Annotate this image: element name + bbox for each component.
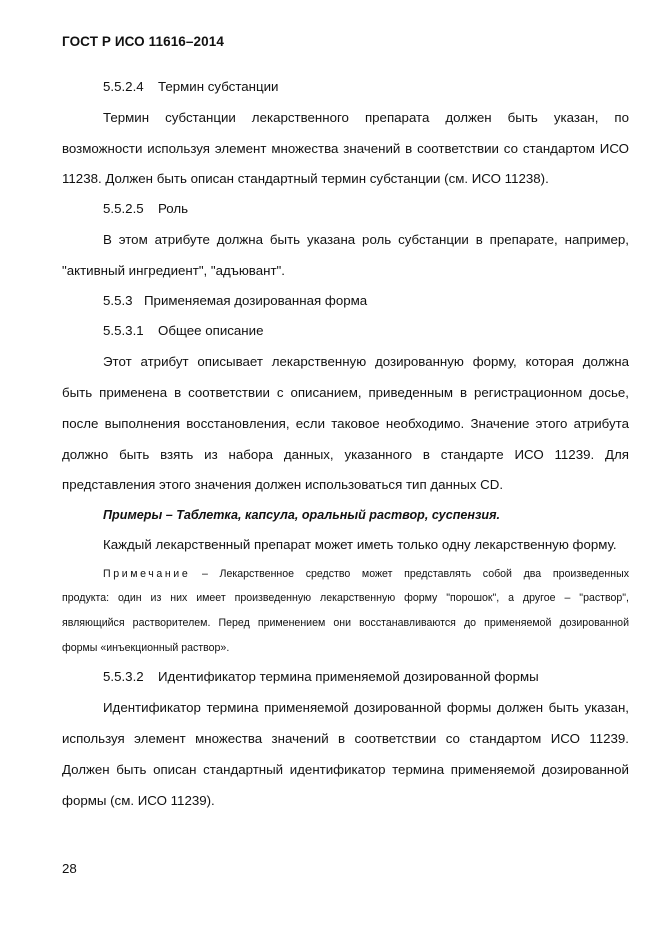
section-title: Термин субстанции: [158, 79, 279, 94]
paragraph-line: Этот атрибут описывает лекарственную дозированную форму, которая должна: [103, 354, 629, 369]
section-heading-5-5-3-1: [103, 323, 661, 338]
paragraph-line: 11238. Должен быть описан стандартный термин субстанции (см. ИСО 11238).: [62, 171, 549, 186]
paragraph-line: Должен быть описан стандартный идентификатор термина применяемой дозированной: [62, 762, 629, 777]
section-number: 5.5.2.5: [103, 201, 144, 216]
paragraph-line: должно быть взять из набора данных, указанного в стандарте ИСО 11239. Для: [62, 447, 629, 462]
paragraph-line: Каждый лекарственный препарат может иметь только одну лекарственную форму.: [103, 537, 617, 552]
section-number: 5.5.3.1: [103, 323, 144, 338]
document-header: ГОСТ Р ИСО 11616–2014: [62, 34, 224, 49]
section-heading-5-5-3-2: [103, 669, 661, 684]
note-line: являющийся растворителем. Перед применением они восстанавливаются до применяемой дозированной: [62, 617, 629, 629]
paragraph-line: после выполнения восстановления, если таковое необходимо. Значение этого атрибута: [62, 416, 629, 431]
section-heading-5-5-2-4: [103, 79, 661, 94]
paragraph-line: Термин субстанции лекарственного препарата должен быть указан, по: [103, 110, 629, 125]
note-line: формы «инъекционный раствор».: [62, 642, 230, 654]
paragraph-line: быть применена в соответствии с описанием, приведенным в регистрационном досье,: [62, 385, 629, 400]
paragraph-line: формы (см. ИСО 11239).: [62, 793, 215, 808]
note-label: Примечание: [103, 568, 191, 580]
section-number: 5.5.3: [103, 293, 133, 308]
section-number: 5.5.2.4: [103, 79, 144, 94]
paragraph-line: представления этого значения должен использоваться тип данных CD.: [62, 477, 504, 492]
paragraph-line: Идентификатор термина применяемой дозированной формы должен быть указан,: [103, 700, 629, 715]
section-heading-5-5-3: [103, 293, 661, 308]
paragraph-line: возможности используя элемент множества значений в соответствии со стандартом ИСО: [62, 141, 629, 156]
section-title: Применяемая дозированная форма: [144, 293, 368, 308]
note-line: продукта: один из них имеет произведенную лекарственную форму "порошок", а другое – "раствор",: [62, 592, 629, 604]
section-number: 5.5.3.2: [103, 669, 144, 684]
section-title: Идентификатор термина применяемой дозированной формы: [158, 669, 539, 684]
section-title: Общее описание: [158, 323, 264, 338]
note-line: [103, 568, 629, 580]
note-text: – Лекарственное средство может представлять собой два произведенных: [201, 568, 629, 580]
paragraph-line: используя элемент множества значений в соответствии со стандартом ИСО 11239.: [62, 731, 629, 746]
section-heading-5-5-2-5: [103, 201, 661, 216]
paragraph-line: В этом атрибуте должна быть указана роль субстанции в препарате, например,: [103, 232, 629, 247]
example-text: Примеры – Таблетка, капсула, оральный раствор, суспензия.: [103, 508, 501, 522]
page-number: 28: [62, 861, 77, 876]
section-title: Роль: [158, 201, 189, 216]
paragraph-line: "активный ингредиент", "адъювант".: [62, 263, 285, 278]
